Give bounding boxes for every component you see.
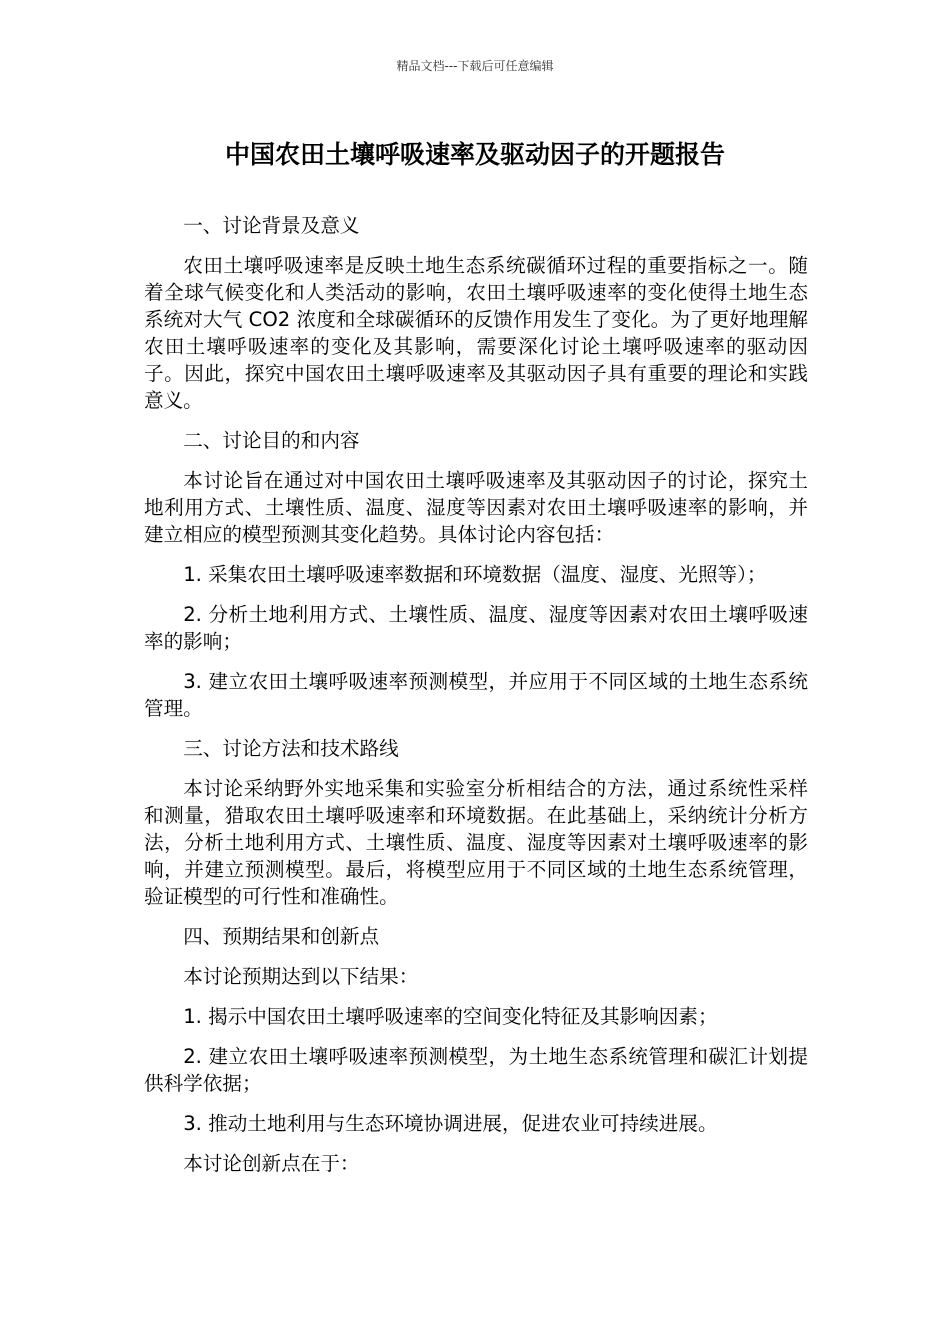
document-body xyxy=(144,212,808,1190)
list-item-content-2: 2. 分析土地利用方式、土壤性质、温度、湿度等因素对农田土壤呼吸速率的影响； xyxy=(144,603,808,653)
paragraph-methods: 本讨论采纳野外实地采集和实验室分析相结合的方法，通过系统性采样和测量，猎取农田土壤呼吸速率和环境数据。在此基础上，采纳统计分析方法，分析土地利用方式、土壤性质、温度、湿度等因素对土壤呼吸速率的影响，并建立预测模型。最后，将模型应用于不同区域的土地生态系统管理，验证模型的可行性和准确性。 xyxy=(144,777,808,908)
list-item-content-1: 1. 采集农田土壤呼吸速率数据和环境数据（温度、湿度、光照等）； xyxy=(183,563,767,586)
document-title: 中国农田土壤呼吸速率及驱动因子的开题报告 xyxy=(224,140,725,169)
header-note: 精品文档---下载后可任意编辑 xyxy=(396,59,554,73)
paragraph-innovation-intro: 本讨论创新点在于： xyxy=(183,1152,360,1175)
list-item-result-3: 3. 推动土地利用与生态环境协调进展，促进农业可持续进展。 xyxy=(183,1112,718,1135)
paragraph-results-intro: 本讨论预期达到以下结果： xyxy=(183,965,419,988)
section-heading-results: 四、预期结果和创新点 xyxy=(183,925,380,948)
section-heading-purpose: 二、讨论目的和内容 xyxy=(183,429,360,452)
section-heading-methods: 三、讨论方法和技术路线 xyxy=(183,737,399,760)
paragraph-purpose: 本讨论旨在通过对中国农田土壤呼吸速率及其驱动因子的讨论，探究土地利用方式、土壤性质、温度、湿度等因素对农田土壤呼吸速率的影响，并建立相应的模型预测其变化趋势。具体讨论内容包括： xyxy=(144,469,808,546)
section-heading-background: 一、讨论背景及意义 xyxy=(183,214,360,237)
paragraph-background: 农田土壤呼吸速率是反映土地生态系统碳循环过程的重要指标之一。随着全球气候变化和人类活动的影响，农田土壤呼吸速率的变化使得土地生态系统对大气 CO2 浓度和全球碳循环的反馈作用发生了变化。为了更好地理解农田土壤呼吸速率的变化及其影响，需要深化讨论土壤呼吸速率的驱动因子。因此，探究中国农田土壤呼吸速率及其驱动因子具有重要的理论和实践意义。 xyxy=(144,254,808,412)
list-item-result-1: 1. 揭示中国农田土壤呼吸速率的空间变化特征及其影响因素； xyxy=(183,1005,718,1028)
list-item-result-2: 2. 建立农田土壤呼吸速率预测模型，为土地生态系统管理和碳汇计划提供科学依据； xyxy=(144,1045,808,1095)
list-item-content-3: 3. 建立农田土壤呼吸速率预测模型，并应用于不同区域的土地生态系统管理。 xyxy=(144,670,808,720)
